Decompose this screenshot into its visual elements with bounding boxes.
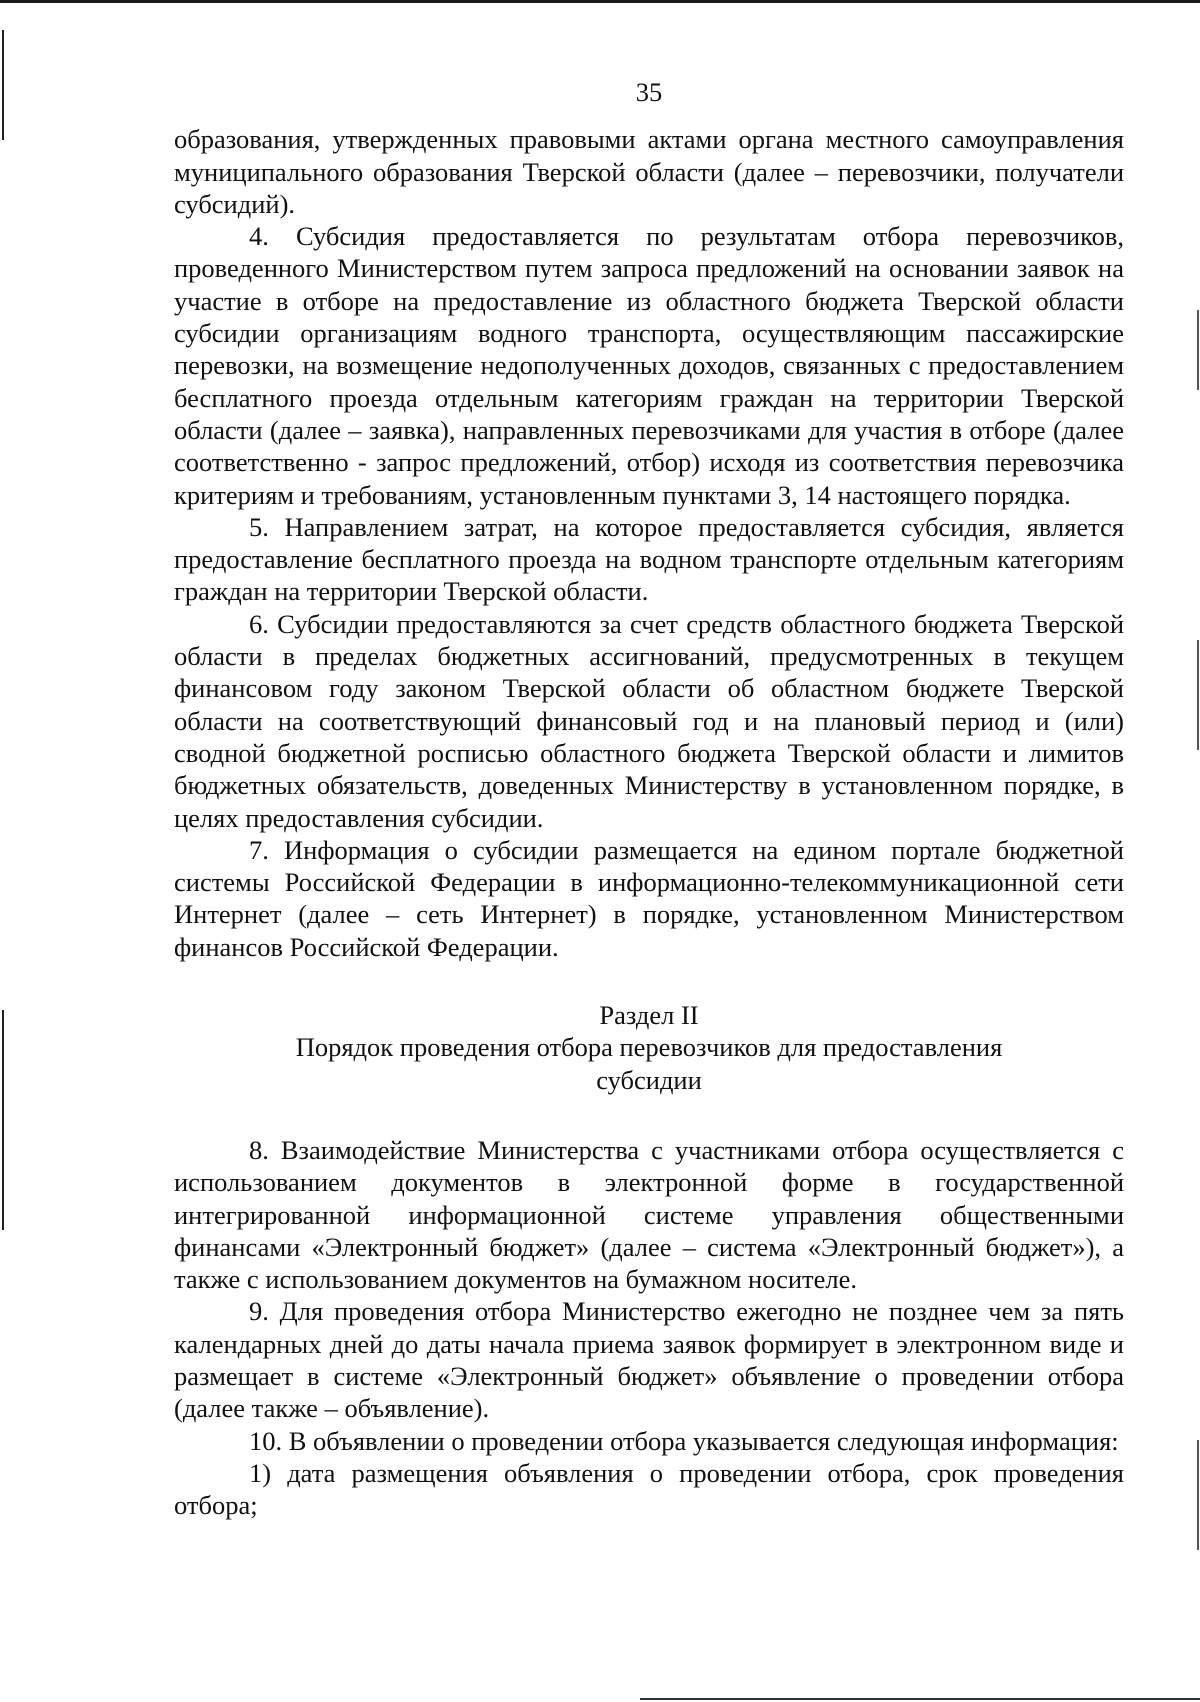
- paragraph-10-item-1: 1) дата размещения объявления о проведении отбора, срок проведения отбора;: [174, 1457, 1124, 1521]
- scan-bottom-border: [640, 1698, 1200, 1700]
- scan-left-edge-mark: [2, 1010, 4, 1230]
- paragraph-continuation: образования, утвержденных правовыми актами органа местного самоуправления муниципального образования Тверской области (далее – перевозчики, получатели субсидий).: [174, 124, 1124, 219]
- document-page: [174, 76, 1124, 1521]
- scan-right-edge-mark: [1197, 310, 1199, 390]
- paragraph-9: 9. Для проведения отбора Министерство ежегодно не позднее чем за пять календарных дней до даты начала приема заявок формирует в электронном виде и размещает в системе «Электронный бюджет» объявление о проведении отбора (далее также – объявление).: [174, 1296, 1124, 1424]
- section-heading: Раздел II: [599, 1000, 699, 1031]
- scan-right-edge-mark: [1197, 1440, 1199, 1550]
- paragraph-8: 8. Взаимодействие Министерства с участниками отбора осуществляется с использованием документов в электронной форме в государственной интегрированной информационной системе управления общественными финансами «Электронный бюджет» (далее – система «Электронный бюджет»), а также с использованием документов на бумажном носителе.: [174, 1134, 1124, 1295]
- scan-right-edge-mark: [1197, 640, 1199, 750]
- paragraph-5: 5. Направлением затрат, на которое предоставляется субсидия, является предоставление бесплатного проезда на водном транспорте отдельным категориям граждан на территории Тверской области.: [174, 511, 1124, 607]
- page-number: 35: [635, 77, 663, 107]
- paragraph-4: 4. Субсидия предоставляется по результатам отбора перевозчиков, проведенного Министерством путем запроса предложений на основании заявок на участие в отборе на предоставление из областного бюджета Тверской области субсидии организациям водного транспорта, осуществляющим пассажирские перевозки, на возмещение недополученных доходов, связанных с предоставлением бесплатного проезда отдельным категориям граждан на территории Тверской области (далее – заявка), направленных перевозчиками для участия в отборе (далее соответственно - запрос предложений, отбор) исходя из соответствия перевозчика критериям и требованиям, установленным пунктами 3, 14 настоящего порядка.: [174, 221, 1124, 510]
- scan-top-border: [0, 0, 1200, 3]
- paragraph-10: 10. В объявлении о проведении отбора указывается следующая информация:: [249, 1425, 1119, 1456]
- paragraph-7: 7. Информация о субсидии размещается на едином портале бюджетной системы Российской Федерации в информационно-телекоммуникационной сети Интернет (далее – сеть Интернет) в порядке, установленном Министерством финансов Российской Федерации.: [174, 834, 1124, 962]
- scan-left-edge-mark: [2, 30, 4, 140]
- paragraph-6: 6. Субсидии предоставляются за счет средств областного бюджета Тверской области в пределах бюджетных ассигнований, предусмотренных в текущем финансовом году законом Тверской области об областном бюджете Тверской области на соответствующий финансовый год и на плановый период и (или) сводной бюджетной росписью областного бюджета Тверской области и лимитов бюджетных обязательств, доведенных Министерству в установленном порядке, в целях предоставления субсидии.: [174, 608, 1124, 833]
- section-title: Порядок проведения отбора перевозчиков для предоставления субсидии: [295, 1032, 1003, 1095]
